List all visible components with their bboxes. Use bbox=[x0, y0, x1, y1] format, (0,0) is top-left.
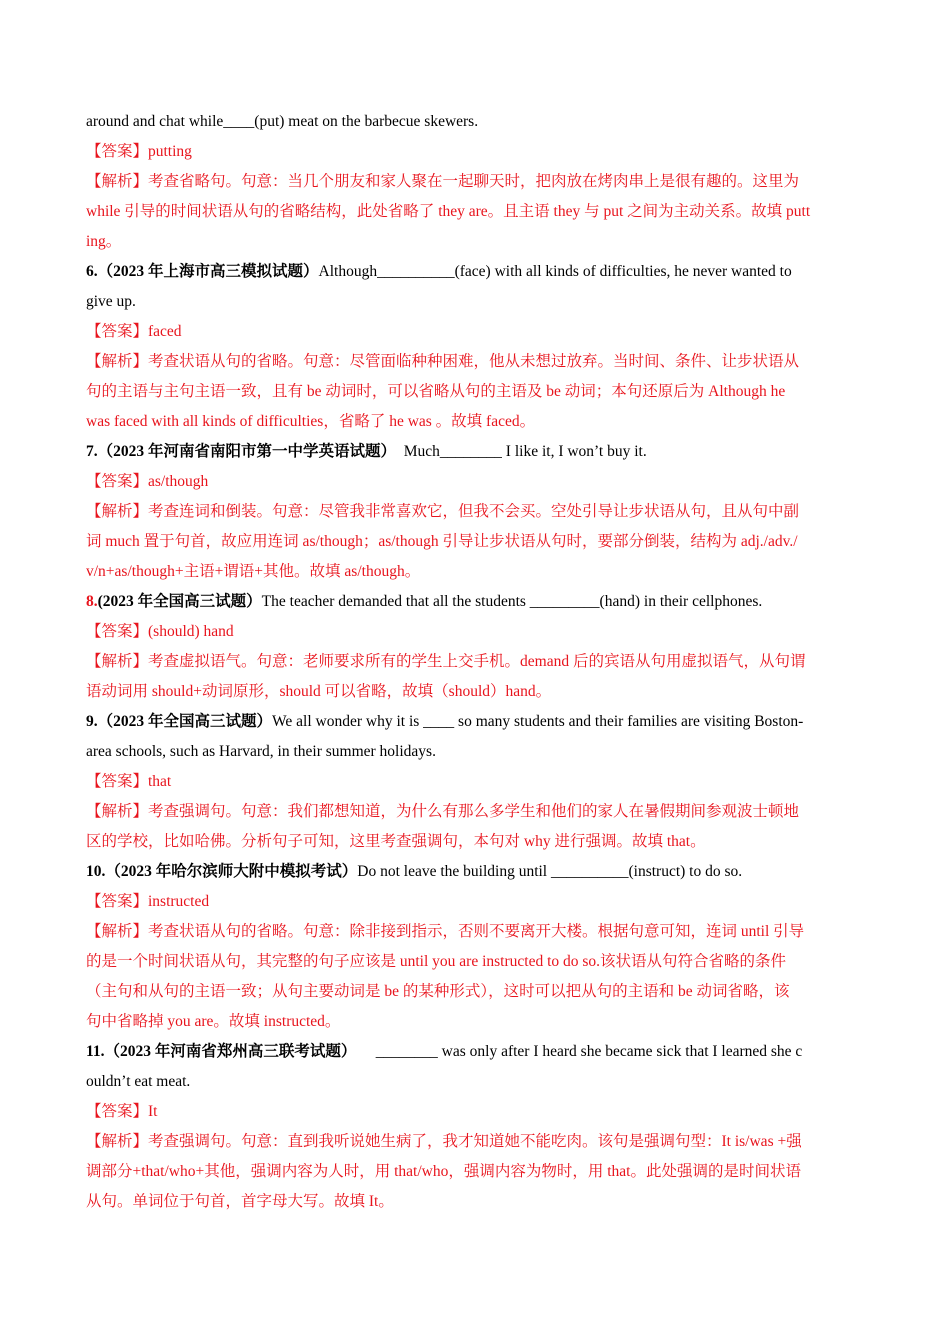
question-line bbox=[86, 587, 864, 617]
answer-line: 【答案】as/though bbox=[86, 473, 209, 490]
analysis-line: 【解析】考查强调句。句意：我们都想知道，为什么有那么多学生和他们的家人在暑假期间参观波士顿地 bbox=[86, 803, 800, 820]
analysis-line: 【解析】考查连词和倒装。句意：尽管我非常喜欢它，但我不会买。空处引导让步状语从句，且从句中副 bbox=[86, 503, 800, 520]
answer-line: 【答案】(should) hand bbox=[86, 623, 234, 640]
text-line: 从句。单词位于句首，首字母大写。故填 It。 bbox=[86, 1193, 394, 1210]
question-source: （2023 年全国高三试题） bbox=[97, 713, 273, 730]
question-number: 8. bbox=[86, 593, 98, 610]
question-text: Much________ I like it, I won’t buy it. bbox=[396, 443, 647, 460]
question-source: （2023 年河南省南阳市第一中学英语试题） bbox=[97, 443, 397, 460]
text-line: area schools, such as Harvard, in their summer holidays. bbox=[86, 743, 436, 760]
text-line: ouldn’t eat meat. bbox=[86, 1073, 191, 1090]
question-number: 7. bbox=[86, 443, 98, 460]
text-line: 的是一个时间状语从句，其完整的句子应该是 until you are instructed to do so.该状语从句符合省略的条件 bbox=[86, 953, 787, 970]
question-number: 9. bbox=[86, 713, 98, 730]
text-line: v/n+as/though+主语+谓语+其他。故填 as/though。 bbox=[86, 563, 421, 580]
question-line bbox=[86, 257, 864, 287]
answer-line: 【答案】faced bbox=[86, 323, 182, 340]
text-line: give up. bbox=[86, 293, 136, 310]
question-number: 6. bbox=[86, 263, 98, 280]
question-source: （2023 年上海市高三模拟试题） bbox=[97, 263, 319, 280]
text-line: （主句和从句的主语一致；从句主要动词是 be 的某种形式），这时可以把从句的主语和 be 动词省略，该 bbox=[86, 983, 790, 1000]
question-line bbox=[86, 1037, 864, 1067]
answer-line: 【答案】that bbox=[86, 773, 172, 790]
analysis-line: 【解析】考查状语从句的省略。句意：除非接到指示，否则不要离开大楼。根据句意可知，连词 until 引导 bbox=[86, 923, 805, 940]
analysis-line: 【解析】考查虚拟语气。句意：老师要求所有的学生上交手机。demand 后的宾语从句用虚拟语气，从句谓 bbox=[86, 653, 806, 670]
question-number: 10. bbox=[86, 863, 106, 880]
analysis-line: 【解析】考查状语从句的省略。句意：尽管面临种种困难，他从未想过放弃。当时间、条件、让步状语从 bbox=[86, 353, 800, 370]
text-line: 词 much 置于句首，故应用连词 as/though；as/though 引导让步状语从句时，要部分倒装，结构为 adj./adv./ bbox=[86, 533, 798, 550]
text-line: while 引导的时间状语从句的省略结构，此处省略了 they are。且主语 they 与 put 之间为主动关系。故填 putt bbox=[86, 203, 811, 220]
text-line: was faced with all kinds of difficulties，省略了 he was 。故填 faced。 bbox=[86, 413, 536, 430]
answer-line: 【答案】instructed bbox=[86, 893, 210, 910]
question-source: （2023 年河南省郑州高三联考试题） bbox=[104, 1043, 357, 1060]
question-text: The teacher demanded that all the students _________(hand) in their cellphones. bbox=[261, 593, 763, 610]
text-line: 区的学校，比如哈佛。分析句子可知，这里考查强调句，本句对 why 进行强调。故填 that。 bbox=[86, 833, 706, 850]
question-number: 11. bbox=[86, 1043, 105, 1060]
analysis-line: 【解析】考查省略句。句意：当几个朋友和家人聚在一起聊天时，把肉放在烤肉串上是很有趣的。这里为 bbox=[86, 173, 800, 190]
text-line: around and chat while____(put) meat on the barbecue skewers. bbox=[86, 113, 479, 130]
answer-line: 【答案】putting bbox=[86, 143, 192, 160]
document-body bbox=[86, 107, 864, 1217]
text-line: ing。 bbox=[86, 233, 122, 250]
question-text: Do not leave the building until __________(instruct) to do so. bbox=[357, 863, 743, 880]
text-line: 句的主语与主句主语一致，且有 be 动词时，可以省略从句的主语及 be 动词；本句还原后为 Although he bbox=[86, 383, 786, 400]
line-list bbox=[86, 107, 864, 1217]
question-line bbox=[86, 857, 864, 887]
question-source: （2023 年哈尔滨师大附中模拟考试） bbox=[105, 863, 358, 880]
question-text: ________ was only after I heard she became sick that I learned she c bbox=[356, 1043, 803, 1060]
question-source: (2023 年全国高三试题） bbox=[97, 593, 262, 610]
question-line bbox=[86, 707, 864, 737]
question-text: We all wonder why it is ____ so many students and their families are visiting Boston- bbox=[272, 713, 804, 730]
analysis-line: 【解析】考查强调句。句意：直到我听说她生病了，我才知道她不能吃肉。该句是强调句型：It is/was +强 bbox=[86, 1133, 802, 1150]
text-line: 句中省略掉 you are。故填 instructed。 bbox=[86, 1013, 341, 1030]
answer-line: 【答案】It bbox=[86, 1103, 158, 1120]
text-line: 调部分+that/who+其他，强调内容为人时，用 that/who，强调内容为物时，用 that。此处强调的是时间状语 bbox=[86, 1163, 801, 1180]
question-text: Although__________(face) with all kinds of difficulties, he never wanted to bbox=[318, 263, 792, 280]
text-line: 语动词用 should+动词原形，should 可以省略，故填（should）hand。 bbox=[86, 683, 552, 700]
question-line bbox=[86, 437, 864, 467]
